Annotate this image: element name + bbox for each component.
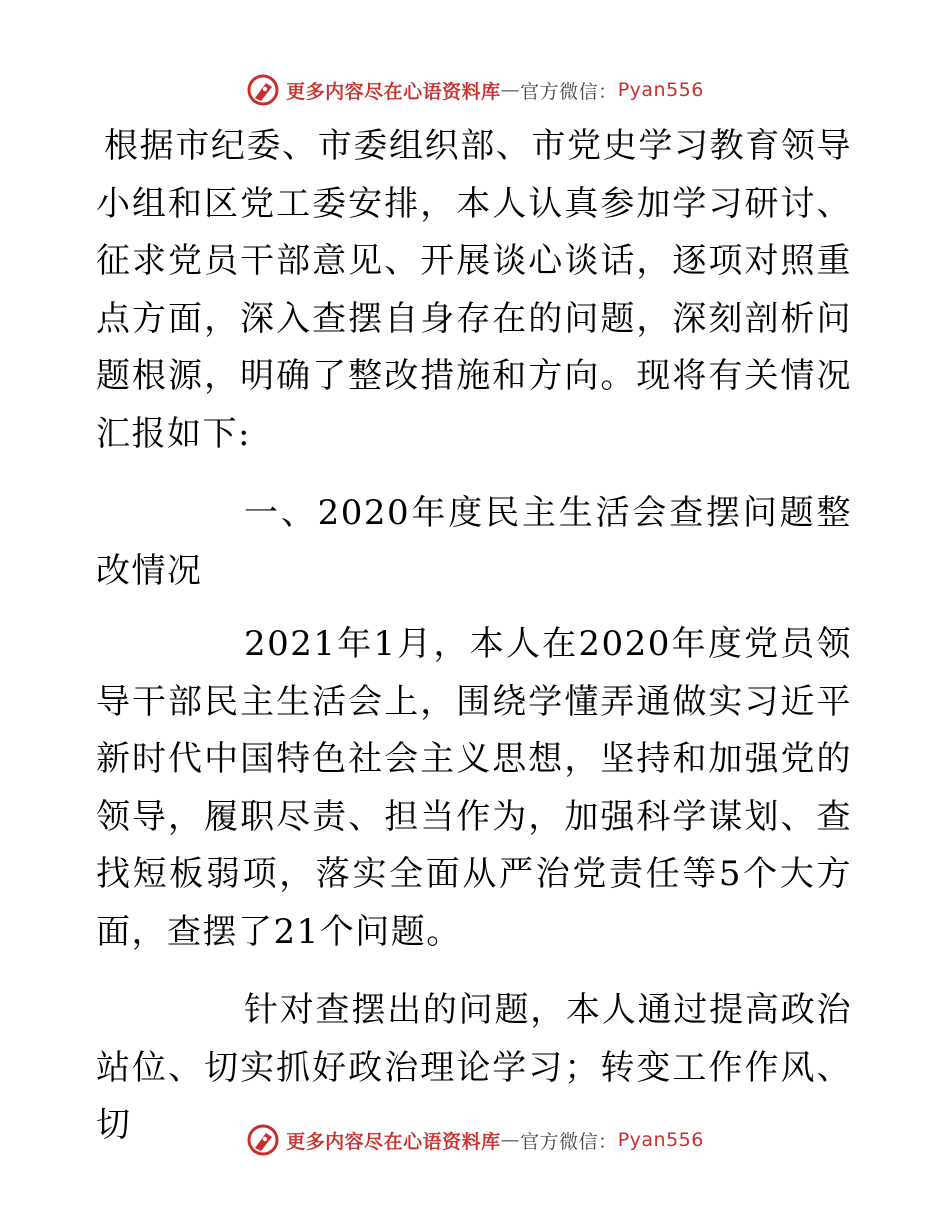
section-heading: 一、2020年度民主生活会查摆问题整改情况 xyxy=(96,493,852,591)
pen-nib-icon xyxy=(246,1123,280,1157)
watermark-main-text: 更多内容尽在心语资料库 xyxy=(286,80,501,103)
watermark-main-text: 更多内容尽在心语资料库 xyxy=(286,1130,501,1153)
watermark-wechat-id: Pyan556 xyxy=(617,79,704,101)
footer-watermark xyxy=(0,1120,950,1160)
watermark-dash: — xyxy=(500,79,521,101)
watermark-label: 官方微信： xyxy=(520,1130,618,1153)
body-paragraph: 2021年1月，本人在2020年度党员领导干部民主生活会上，围绕学懂弄通做实习近平新时代中国特色社会主义思想，坚持和加强党的领导，履职尽责、担当作为，加强科学谋划、查找短板弱项，落实全面从严治党责任等5个大方面，查摆了21个问题。 xyxy=(96,624,852,952)
watermark-dash: — xyxy=(500,1129,521,1151)
intro-paragraph: 根据市纪委、市委组织部、市党史学习教育领导小组和区党工委安排，本人认真参加学习研讨、征求党员干部意见、开展谈心谈话，逐项对照重点方面，深入查摆自身存在的问题，深刻剖析问题根源，明确了整改措施和方向。现将有关情况汇报如下: xyxy=(96,126,852,454)
watermark-wechat-id: Pyan556 xyxy=(617,1129,704,1151)
pen-nib-icon xyxy=(246,73,280,107)
watermark-label: 官方微信： xyxy=(520,80,618,103)
body-paragraph: 针对查摆出的问题，本人通过提高政治站位、切实抓好政治理论学习；转变工作作风、切 xyxy=(96,990,852,1145)
header-watermark xyxy=(0,70,950,110)
